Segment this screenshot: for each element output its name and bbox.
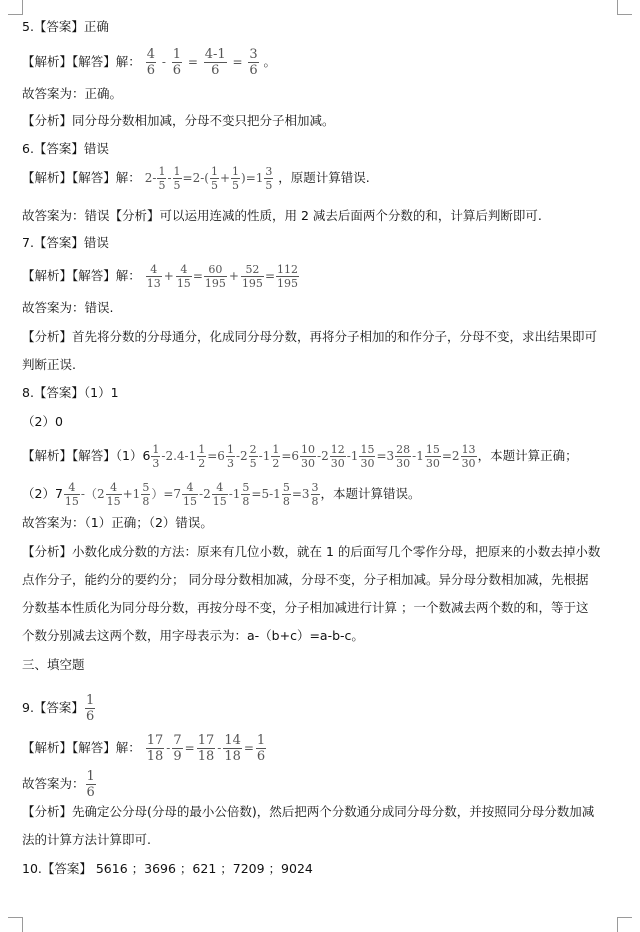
fraction: $\frac{15}{30}$	[425, 443, 440, 470]
fraction: $\frac{2}{5}$	[249, 443, 257, 470]
fraction: $\frac{14}{18}$	[224, 733, 241, 764]
fraction: $\frac{1}{5}$	[158, 165, 166, 192]
q8-conclusion: 故答案为：（1）正确；（2）错误。	[22, 515, 213, 530]
q7-expression: $\frac{4}{13}$ + $\frac{4}{15}$ = $\frac{60}{195}$ + $\frac{52}{195}$ = $\frac{112}{195}$	[146, 263, 298, 290]
fraction: $\frac{4}{13}$	[146, 263, 161, 290]
q8-fenxi-3: 分数基本性质化为同分母分数，再按分母不变，分子相加减进行计算 ；一个数减去两个数的和，等于这	[22, 600, 589, 615]
corner-mark-top-left	[8, 0, 23, 15]
fraction: $\frac{3}{6}$	[249, 47, 258, 78]
fraction: $\frac{1}{5}$	[232, 165, 240, 192]
fraction: $\frac{4-1}{6}$	[204, 47, 226, 78]
fraction: $\frac{1}{3}$	[226, 443, 234, 470]
fraction: $\frac{5}{8}$	[282, 481, 290, 508]
fraction: $\frac{1}{6}$	[172, 47, 182, 78]
q9-fenxi-2: 法的计算方法计算即可.	[22, 832, 151, 847]
fraction: $\frac{15}{30}$	[360, 443, 375, 470]
fraction: $\frac{1}{3}$	[152, 443, 160, 470]
fraction: $\frac{1}{2}$	[272, 443, 280, 470]
fraction: $\frac{5}{8}$	[142, 481, 150, 508]
q7-conclusion: 故答案为：错误.	[22, 300, 114, 315]
q7-analysis: 【解析】【解答】解： $\frac{4}{13}$ + $\frac{4}{15}$ = $\frac{60}{195}$ + $\frac{52}{195}$ = $\frac{112}{195}$	[22, 263, 298, 290]
fraction: $\frac{3}{5}$	[265, 165, 273, 192]
fraction: $\frac{1}{6}$	[85, 693, 95, 724]
corner-mark-bottom-left	[8, 917, 23, 932]
fraction: $\frac{4}{15}$	[106, 481, 121, 508]
q8-answer: 8.【答案】（1）1	[22, 385, 119, 400]
q5-analysis: 【解析】【解答】解： $\frac{4}{6}$ - $\frac{1}{6}$ = $\frac{4-1}{6}$ = $\frac{3}{6}$ 。	[22, 47, 277, 78]
q5-conclusion: 故答案为：正确。	[22, 86, 123, 101]
q9-answer: 9.【答案】 $\frac{1}{6}$	[22, 693, 95, 724]
corner-mark-top-right	[617, 0, 632, 15]
q5-fenxi: 【分析】同分母分数相加减，分母不变只把分子相加减。	[22, 113, 335, 128]
q6-answer: 6.【答案】错误	[22, 141, 109, 156]
q8-fenxi-2: 点作分子，能约分的要约分； 同分母分数相加减，分母不变，分子相加减。异分母分数相加减，先根据	[22, 572, 589, 587]
q8-analysis-2: （2）7 $\frac{4}{15}$ -（2 $\frac{4}{15}$ +1 $\frac{5}{8}$ ）=7 $\frac{4}{15}$ -2 $\frac{4}{15}$ -1 $\frac{5}{8}$ =5-1 $\frac{5}{8}$ =3 $\frac{3}{8}$ ，本题计算错误。	[22, 481, 421, 508]
fraction: $\frac{3}{8}$	[311, 481, 319, 508]
q5-expression: $\frac{4}{6}$ - $\frac{1}{6}$ = $\frac{4-1}{6}$ = $\frac{3}{6}$	[146, 47, 258, 78]
q5-answer: 5.【答案】正确	[22, 19, 109, 34]
q8-fenxi-1: 【分析】小数化成分数的方法：原来有几位小数，就在 1 的后面写几个零作分母，把原来的小数去掉小数	[22, 544, 601, 559]
fraction: $\frac{7}{9}$	[173, 733, 182, 764]
q7-answer: 7.【答案】错误	[22, 235, 109, 250]
q8-answer-2: （2）0	[22, 414, 63, 429]
fraction: $\frac{60}{195}$	[204, 263, 226, 290]
q8-fenxi-4: 个数分别减去这两个数，用字母表示为：a-（b+c）=a-b-c。	[22, 628, 364, 643]
q8-expression-2: $\frac{4}{15}$ -（2 $\frac{4}{15}$ +1 $\frac{5}{8}$ ）=7 $\frac{4}{15}$ -2 $\frac{4}{15}$ -1 $\frac{5}{8}$ =5-1 $\frac{5}{8}$ =3 $\frac{3}{8}$	[64, 481, 319, 508]
q6-analysis: 【解析】【解答】解： 2- $\frac{1}{5}$ - $\frac{1}{5}$ =2-( $\frac{1}{5}$ + $\frac{1}{5}$ )=1 $\frac{3}{5}$ ，原题计算错误.	[22, 165, 370, 192]
q9-analysis: 【解析】【解答】解： $\frac{17}{18}$ - $\frac{7}{9}$ = $\frac{17}{18}$ - $\frac{14}{18}$ = $\frac{1}{6}$	[22, 733, 266, 764]
q10-answer: 10.【答案】 5616 ；3696 ；621 ；7209 ；9024	[22, 861, 313, 876]
q6-expression: 2- $\frac{1}{5}$ - $\frac{1}{5}$ =2-( $\frac{1}{5}$ + $\frac{1}{5}$ )=1 $\frac{3}{5}$	[144, 165, 273, 192]
fraction: $\frac{17}{18}$	[146, 733, 164, 764]
fraction: $\frac{1}{5}$	[173, 165, 181, 192]
fraction: $\frac{4}{6}$	[146, 47, 156, 78]
q8-expression-1: $\frac{1}{3}$ -2.4-1 $\frac{1}{2}$ =6 $\frac{1}{3}$ -2 $\frac{2}{5}$ -1 $\frac{1}{2}$ =6 $\frac{10}{30}$ -2 $\frac{12}{30}$ -1 $\frac{15}{30}$ =3 $\frac{28}{30}$ -1 $\frac{15}{30}$ =2 $\frac{13}{30}$	[152, 443, 476, 470]
fraction: $\frac{1}{6}$	[86, 769, 95, 800]
fraction: $\frac{1}{5}$	[210, 165, 218, 192]
fraction: $\frac{4}{15}$	[183, 481, 198, 508]
q7-fenxi-2: 判断正误.	[22, 357, 76, 372]
fraction: $\frac{52}{195}$	[241, 263, 263, 290]
q6-conclusion-fenxi: 故答案为：错误【分析】可以运用连减的性质，用 2 减去后面两个分数的和，计算后判断即可.	[22, 208, 542, 223]
fraction: $\frac{12}{30}$	[330, 443, 345, 470]
q9-fenxi-1: 【分析】先确定公分母(分母的最小公倍数)，然后把两个分数通分成同分母分数，并按照同分母分数加减	[22, 804, 595, 819]
q7-fenxi-1: 【分析】首先将分数的分母通分，化成同分母分数，再将分子相加的和作分子，分母不变，求出结果即可	[22, 329, 598, 344]
fraction: $\frac{28}{30}$	[396, 443, 411, 470]
fraction: $\frac{1}{2}$	[198, 443, 206, 470]
q9-expression: $\frac{17}{18}$ - $\frac{7}{9}$ = $\frac{17}{18}$ - $\frac{14}{18}$ = $\frac{1}{6}$	[146, 733, 266, 764]
fraction: $\frac{17}{18}$	[197, 733, 215, 764]
fraction: $\frac{1}{6}$	[256, 733, 266, 764]
fraction: $\frac{13}{30}$	[461, 443, 476, 470]
corner-mark-bottom-right	[617, 917, 632, 932]
q9-conclusion: 故答案为： $\frac{1}{6}$	[22, 769, 95, 800]
fraction: $\frac{4}{15}$	[212, 481, 227, 508]
fraction: $\frac{5}{8}$	[242, 481, 250, 508]
fraction: $\frac{112}{195}$	[277, 263, 298, 290]
q8-analysis-1: 【解析】【解答】（1）6 $\frac{1}{3}$ -2.4-1 $\frac{1}{2}$ =6 $\frac{1}{3}$ -2 $\frac{2}{5}$ -1 $\frac{1}{2}$ =6 $\frac{10}{30}$ -2 $\frac{12}{30}$ -1 $\frac{15}{30}$ =3 $\frac{28}{30}$ -1 $\frac{15}{30}$ =2 $\frac{13}{30}$ ，本题计算正确；	[22, 443, 578, 470]
fraction: $\frac{4}{15}$	[176, 263, 191, 290]
fraction: $\frac{10}{30}$	[301, 443, 316, 470]
fraction: $\frac{4}{15}$	[64, 481, 79, 508]
section-title: 三、填空题	[22, 657, 85, 672]
